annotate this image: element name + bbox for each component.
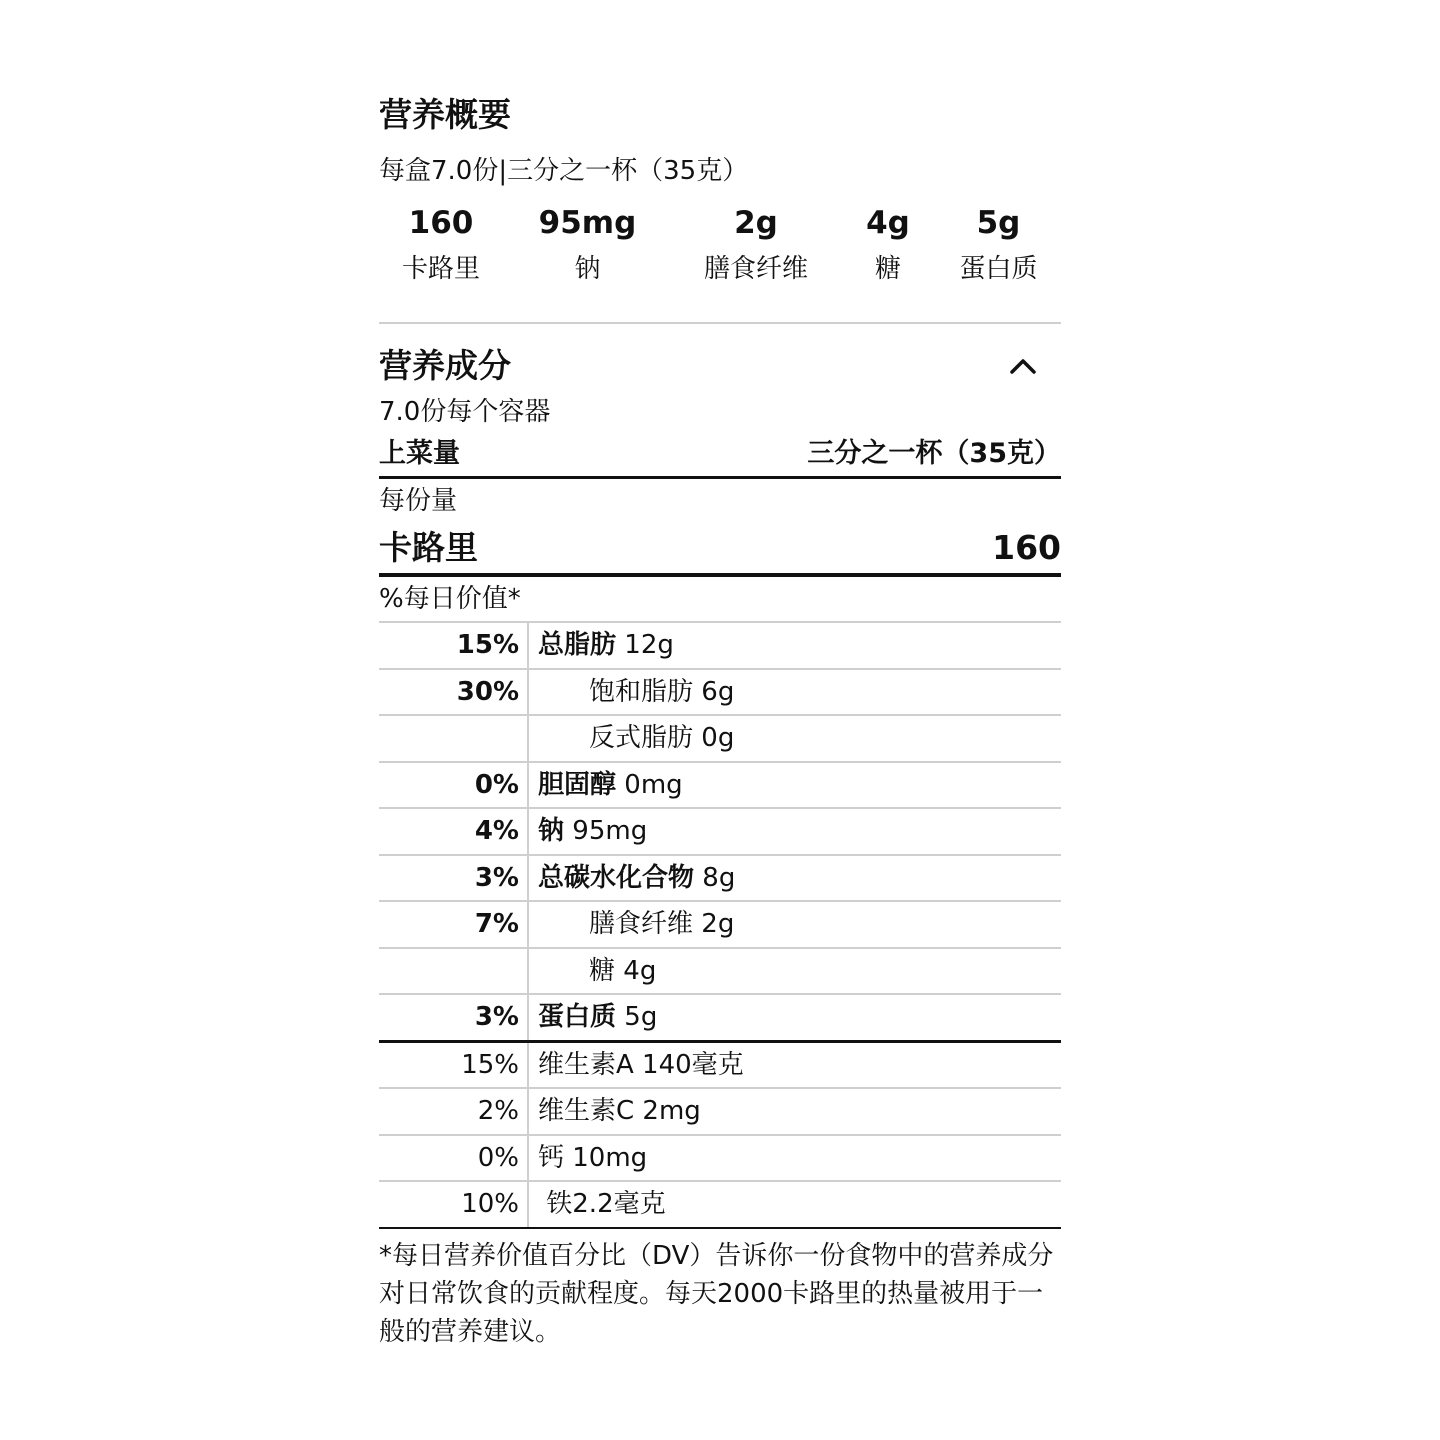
vitamin-row	[379, 1136, 1061, 1183]
nutrient-dv-percent: 7%	[379, 902, 529, 947]
nutrient-row	[379, 763, 1061, 810]
summary-stat-value: 5g	[976, 205, 1021, 241]
nutrient-row	[379, 716, 1061, 763]
nutrient-row	[379, 623, 1061, 670]
summary-stat-label: 膳食纤维	[703, 254, 808, 284]
nutrient-text	[529, 670, 734, 715]
nutrient-text	[529, 716, 734, 761]
nutrient-name: 总脂肪	[538, 630, 617, 660]
nutrient-name: 总碳水化合物	[538, 862, 695, 893]
daily-value-header: %每日价值*	[379, 577, 1061, 623]
vitamin-dv-percent: 0%	[379, 1136, 529, 1181]
nutrient-text	[529, 763, 683, 808]
summary-stat-label: 卡路里	[401, 254, 480, 284]
nutrient-amount: 0mg	[616, 769, 683, 800]
nutrient-dv-percent: 3%	[379, 995, 529, 1040]
nutrient-name: 蛋白质	[538, 1002, 617, 1032]
calories-label: 卡路里	[379, 528, 478, 567]
summary-stat-sodium	[503, 201, 672, 295]
vitamin-row	[379, 1043, 1061, 1090]
calories-row	[379, 523, 1061, 577]
nutrient-amount: 6g	[693, 676, 735, 707]
nutrient-amount: 2g	[693, 909, 735, 939]
nutrient-name: 饱和脂肪	[589, 676, 694, 707]
serving-size-value: 三分之一杯（35克）	[807, 438, 1061, 469]
summary-stat-value: 2g	[734, 205, 778, 241]
summary-stat-calories	[379, 201, 503, 295]
nutrient-dv-percent: 3%	[379, 856, 529, 901]
serving-size-label: 上菜量	[379, 438, 460, 469]
summary-stat-value: 160	[408, 205, 474, 241]
collapse-toggle-button[interactable]	[1003, 346, 1043, 386]
nutrient-name: 胆固醇	[538, 769, 617, 800]
nutrient-dv-percent: 30%	[379, 670, 529, 715]
vitamin-text: 钙 10mg	[538, 1142, 648, 1173]
nutrient-dv-percent	[379, 949, 529, 994]
facts-header	[379, 342, 1061, 390]
summary-stat-value: 4g	[866, 205, 910, 241]
serving-size-row	[379, 432, 1061, 479]
vitamin-dv-percent: 2%	[379, 1089, 529, 1134]
nutrient-name: 糖	[589, 955, 616, 986]
servings-per-container: 7.0份每个容器	[379, 397, 551, 427]
nutrient-amount: 4g	[615, 955, 657, 986]
chevron-up-icon	[1009, 357, 1037, 375]
summary-stat-label: 钠	[574, 254, 601, 284]
nutrient-row	[379, 995, 1061, 1043]
nutrient-dv-percent: 15%	[379, 623, 529, 668]
vitamin-text: 铁2.2毫克	[538, 1189, 666, 1219]
summary-stat-label: 糖	[874, 254, 901, 284]
nutrient-text	[529, 995, 657, 1040]
nutrient-amount: 5g	[616, 1002, 658, 1032]
summary-stat-label: 蛋白质	[959, 254, 1038, 284]
calories-value: 160	[992, 528, 1061, 567]
nutrient-dv-percent: 0%	[379, 763, 529, 808]
nutrient-text	[529, 949, 656, 994]
nutrient-name: 钠	[538, 816, 565, 846]
facts-title: 营养成分	[379, 346, 511, 385]
nutrient-amount: 95mg	[564, 816, 648, 846]
vitamin-dv-percent: 15%	[379, 1043, 529, 1088]
nutrient-amount: 0g	[693, 723, 735, 753]
amount-per-serving: 每份量	[379, 486, 458, 516]
nutrient-name: 反式脂肪	[589, 723, 694, 753]
nutrient-row	[379, 902, 1061, 949]
nutrient-amount: 8g	[694, 862, 736, 893]
vitamin-dv-percent: 10%	[379, 1182, 529, 1227]
summary-stat-value: 95mg	[538, 205, 637, 241]
vitamin-row	[379, 1089, 1061, 1136]
nutrient-text	[529, 902, 734, 947]
summary-stat-fiber	[672, 201, 840, 295]
nutrient-text	[529, 623, 674, 668]
vitamin-text: 维生素A 140毫克	[538, 1049, 744, 1080]
summary-title: 营养概要	[379, 95, 511, 134]
vitamin-row	[379, 1182, 1061, 1229]
nutrient-dv-percent	[379, 716, 529, 761]
summary-stat-protein	[936, 201, 1061, 295]
nutrient-row	[379, 670, 1061, 717]
summary-stats	[379, 201, 1061, 295]
nutrient-row	[379, 809, 1061, 856]
nutrient-row	[379, 949, 1061, 996]
nutrient-dv-percent: 4%	[379, 809, 529, 854]
nutrient-amount: 12g	[616, 630, 674, 660]
section-divider	[379, 322, 1061, 324]
nutrition-panel	[379, 90, 1061, 1351]
nutrient-text	[529, 809, 647, 854]
serving-line: 每盒7.0份|三分之一杯（35克）	[379, 156, 749, 186]
nutrient-row	[379, 856, 1061, 903]
vitamin-text: 维生素C 2mg	[538, 1096, 701, 1126]
nutrient-name: 膳食纤维	[589, 909, 694, 939]
nutrient-text	[529, 856, 735, 901]
daily-value-footnote: *每日营养价值百分比（DV）告诉你一份食物中的营养成分对日常饮食的贡献程度。每天2000卡路里的热量被用于一般的营养建议。	[379, 1240, 1054, 1347]
summary-stat-sugar	[840, 201, 936, 295]
